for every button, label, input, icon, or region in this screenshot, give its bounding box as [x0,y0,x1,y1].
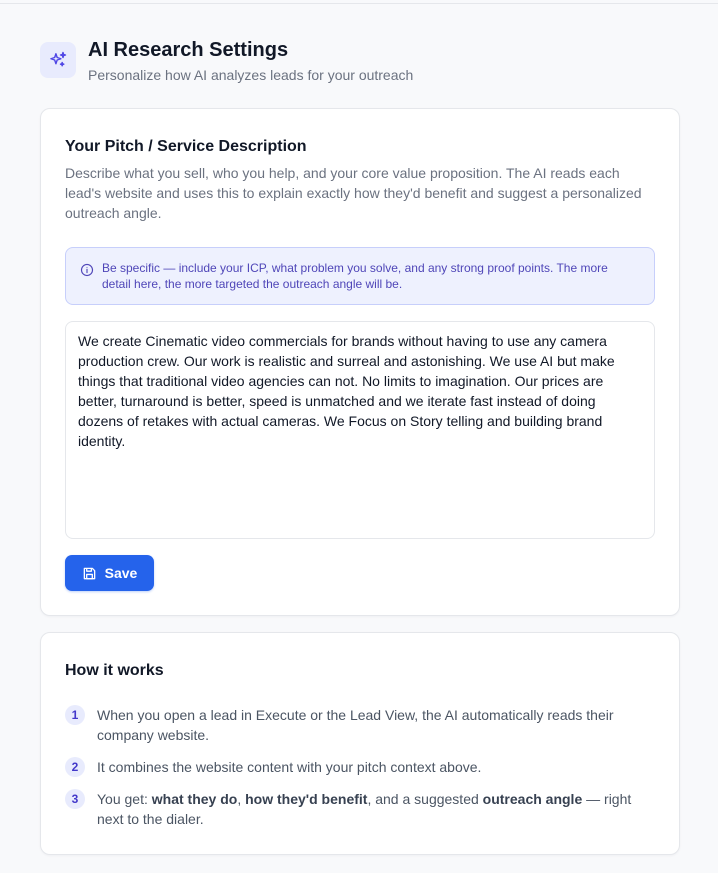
tip-callout [65,247,655,305]
step-text: When you open a lead in Execute or the Lead View, the AI automatically reads their company website. [97,707,614,743]
step-text-suffix: — right next to the dialer. [97,791,632,827]
pitch-card [40,108,680,616]
step-text: It combines the website content with your pitch context above. [97,759,482,775]
step-text-bold-benefit: how they'd benefit [245,791,368,807]
step-text [97,789,657,829]
how-it-works-title: How it works [65,662,164,679]
save-icon [82,566,97,581]
pitch-card-description: Describe what you sell, who you help, and your core value proposition. The AI reads each lead's website and uses this to explain exactly how they'd benefit and suggest a personalized outreach angle. [65,165,642,221]
save-button[interactable] [65,555,154,591]
step-text-prefix: You get: [97,791,152,807]
page-subtitle: Personalize how AI analyzes leads for your outreach [88,67,414,83]
top-divider [0,3,718,4]
how-it-works-card [40,632,680,855]
page-header [40,38,413,84]
step-number: 1 [65,705,85,725]
info-icon [80,263,94,277]
step-number: 3 [65,789,85,809]
pitch-card-title: Your Pitch / Service Description [65,138,307,155]
list-item [65,757,657,777]
step-text-bold-angle: outreach angle [482,791,583,807]
tip-text: Be specific — include your ICP, what problem you solve, and any strong proof points. The more detail here, the more targeted the outreach angle will be. [102,261,608,291]
steps-list [65,705,657,841]
step-text-bold-what: what they do [151,791,238,807]
pitch-textarea[interactable]: We create Cinematic video commercials for brands without having to use any camera production crew. Our work is realistic and surreal and astonishing. We use AI but make things that traditional video agencies can not. No limits to imagination. Our prices are better, turnaround is better, speed is unmatched and we iterate fast instead of doing dozens of retakes with actual cameras. We Focus on Story telling and building brand identity. [65,321,655,539]
step-text-sep: , [237,791,246,807]
step-number: 2 [65,757,85,777]
list-item [65,789,657,829]
page-title: AI Research Settings [88,39,289,61]
step-text-sep: , and a suggested [367,791,483,807]
save-button-label: Save [104,565,138,581]
sparkles-icon [40,42,76,78]
list-item [65,705,657,745]
